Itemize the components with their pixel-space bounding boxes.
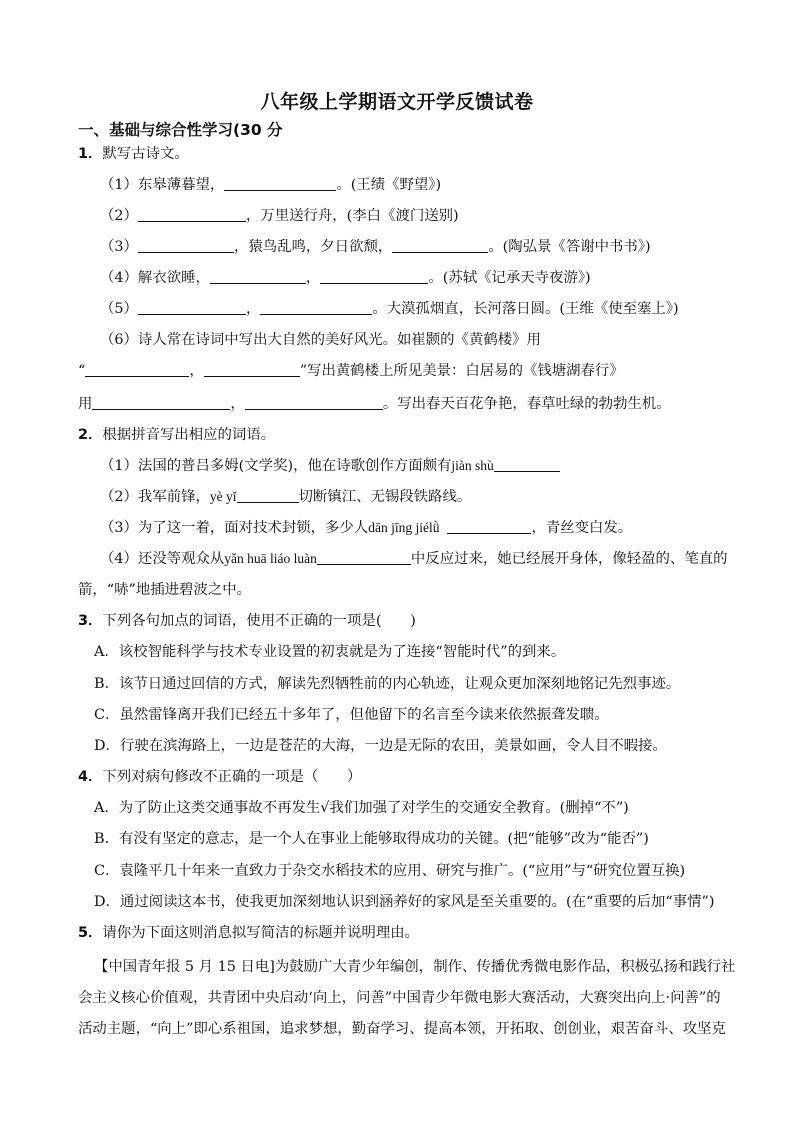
q1-item-5 bbox=[100, 299, 679, 319]
question-text: 根据拼音写出相应的词语。 bbox=[102, 427, 276, 443]
question-text: 下列对病句修改不正确的一项是（ ） bbox=[102, 769, 362, 785]
answer-blank[interactable] bbox=[92, 395, 230, 410]
item-text: ，猿鸟乱鸣，夕日欲颓， bbox=[233, 239, 393, 255]
item-text: （4）还没等观众从 bbox=[100, 551, 225, 567]
answer-blank[interactable] bbox=[245, 395, 383, 410]
question-number: 3． bbox=[78, 613, 103, 629]
q1-item-6 bbox=[100, 330, 541, 350]
passage-line: 会主义核心价值观，共青团中央启动‘向上，问善”中国青少年微电影大赛活动，大赛突出向上·问善”的 bbox=[78, 990, 721, 1006]
q2-item-4 bbox=[100, 549, 728, 569]
item-text: “ bbox=[78, 363, 86, 379]
answer-blank[interactable] bbox=[392, 238, 488, 253]
answer-blank[interactable] bbox=[138, 238, 234, 253]
answer-blank[interactable] bbox=[317, 550, 411, 565]
item-text: ， bbox=[305, 270, 321, 286]
item-text: （3）为了这一着，面对技术封锁，多少人 bbox=[100, 520, 369, 536]
q4-option-a[interactable]: A．为了防止这类交通事故不再发生√我们加强了对学生的交通安全教育。(删掉“不”) bbox=[94, 800, 629, 816]
answer-blank[interactable] bbox=[447, 519, 531, 534]
q1-item-4 bbox=[100, 268, 591, 288]
answer-blank[interactable] bbox=[320, 269, 428, 284]
answer-blank[interactable] bbox=[260, 300, 372, 315]
item-text: 。(陶弘景《答谢中书书》) bbox=[488, 239, 651, 255]
answer-blank[interactable] bbox=[224, 176, 336, 191]
item-text: （1）东皋薄暮望， bbox=[100, 177, 225, 193]
item-text: （3） bbox=[100, 239, 138, 255]
item-text: ， bbox=[189, 363, 204, 379]
q1-item-6-cont bbox=[78, 361, 624, 381]
q1-item-6-end bbox=[78, 394, 671, 414]
question-number: 4． bbox=[78, 769, 103, 785]
q1-item-2 bbox=[100, 206, 459, 226]
item-text: （1）法国的普吕多姆(文学奖)，他在诗歌创作方面颇有 bbox=[100, 458, 452, 474]
q2-item-1 bbox=[100, 456, 560, 476]
q1-item-3 bbox=[100, 237, 651, 257]
answer-blank[interactable] bbox=[210, 269, 306, 284]
section-heading: 一、基础与综合性学习(30 分 bbox=[78, 121, 283, 139]
item-text: （4）解衣欲睡， bbox=[100, 270, 210, 286]
item-text: 切断镇江、无锡段铁路线。 bbox=[298, 489, 472, 505]
question-text: 请你为下面这则消息拟写简洁的标题并说明理由。 bbox=[102, 925, 420, 941]
answer-blank[interactable] bbox=[85, 362, 189, 377]
question-1-stem bbox=[78, 144, 189, 164]
passage-line: 活动主题，“向上”即心系祖国，追求梦想，勤奋学习、提高本领，开拓取、创创业，艰苦奋斗、攻坚克 bbox=[78, 1021, 726, 1037]
question-number: 1． bbox=[78, 146, 103, 162]
item-text: ，青丝变白发。 bbox=[531, 520, 633, 536]
question-number: 2． bbox=[78, 427, 103, 443]
q3-option-d[interactable]: D．行驶在滨海路上，一边是苍茫的大海，一边是无际的农田，美景如画，令人目不暇接。 bbox=[94, 738, 667, 754]
question-number: 5． bbox=[78, 925, 103, 941]
pinyin: yè yǐ bbox=[209, 489, 237, 504]
item-text: （5） bbox=[100, 301, 138, 317]
item-text: ”写出黄鹤楼上所见美景：白居易的《钱塘湖春行》 bbox=[299, 363, 624, 379]
q4-option-b[interactable]: B．有没有坚定的意志，是一个人在事业上能够取得成功的关键。(把“能够”改为“能否”) bbox=[94, 831, 649, 847]
item-text: ， bbox=[245, 301, 261, 317]
pinyin: jiàn shù bbox=[451, 458, 494, 473]
item-text: （6）诗人常在诗词中写出大自然的美好风光。如崔颢的《黄鹤楼》用 bbox=[100, 332, 541, 348]
item-text: （2）我军前锋， bbox=[100, 489, 210, 505]
q2-item-4-cont bbox=[78, 580, 251, 600]
q2-item-3 bbox=[100, 518, 632, 538]
answer-blank[interactable] bbox=[138, 300, 246, 315]
answer-blank[interactable] bbox=[138, 207, 246, 222]
q3-option-c[interactable]: C．虽然雷锋离开我们已经五十多年了，但他留下的名言至今读来依然振聋发聩。 bbox=[94, 707, 609, 723]
item-text: （2） bbox=[100, 208, 138, 224]
question-text: 下列各句加点的词语，使用不正确的一项是( ) bbox=[102, 613, 416, 629]
q1-item-1 bbox=[100, 175, 441, 195]
item-text: 。(苏轼《记承天寺夜游》) bbox=[428, 270, 591, 286]
answer-blank[interactable] bbox=[204, 362, 300, 377]
q3-option-b[interactable]: B．该节日通过回信的方式，解读先烈牺牲前的内心轨迹，让观众更加深刻地铭记先烈事迹。 bbox=[94, 676, 681, 692]
passage-line: 【中国青年报 5 月 15 日电]为鼓励广大青少年编创，制作、传播优秀微电影作品，积极弘扬和践行社 bbox=[94, 959, 736, 975]
pinyin: dān jīng jiélǜ bbox=[368, 520, 440, 535]
answer-blank[interactable] bbox=[494, 457, 560, 472]
pinyin: yǎn huā liáo luàn bbox=[224, 551, 317, 566]
item-text: 箭，“哧”地插进碧波之中。 bbox=[78, 582, 252, 598]
q2-item-2 bbox=[100, 487, 471, 507]
q4-option-d[interactable]: D．通过阅读这本书，使我更加深刻地认识到涵养好的家风是至关重要的。(在“重要的后加“事情”) bbox=[94, 894, 715, 910]
question-5-stem bbox=[78, 923, 419, 943]
question-3-stem bbox=[78, 611, 416, 631]
question-4-stem bbox=[78, 767, 361, 787]
q4-option-c[interactable]: C．袁隆平几十年来一直致力于杂交水稻技术的应用、研究与推广。(“应用”与“研究位置互换) bbox=[94, 863, 686, 879]
item-text: ，万里送行舟，(李白《渡门送别) bbox=[245, 208, 459, 224]
item-text: 。写出春天百花争艳，春草吐绿的勃勃生机。 bbox=[382, 396, 671, 412]
item-text: 中反应过来，她已经展开身体，像轻盈的、笔直的 bbox=[410, 551, 728, 567]
item-text: ， bbox=[230, 396, 245, 412]
item-text: 用 bbox=[78, 396, 93, 412]
answer-blank[interactable] bbox=[237, 488, 299, 503]
item-text: 。大漠孤烟直，长河落日圆。(王维《使至塞上》) bbox=[372, 301, 679, 317]
item-text: 。(王绩《野望》) bbox=[336, 177, 442, 193]
page-title: 八年级上学期语文开学反馈试卷 bbox=[260, 91, 534, 113]
question-2-stem bbox=[78, 425, 275, 445]
question-text: 默写古诗文。 bbox=[102, 146, 189, 162]
q3-option-a[interactable]: A．该校智能科学与技术专业设置的初衷就是为了连接“智能时代”的到来。 bbox=[94, 644, 566, 660]
